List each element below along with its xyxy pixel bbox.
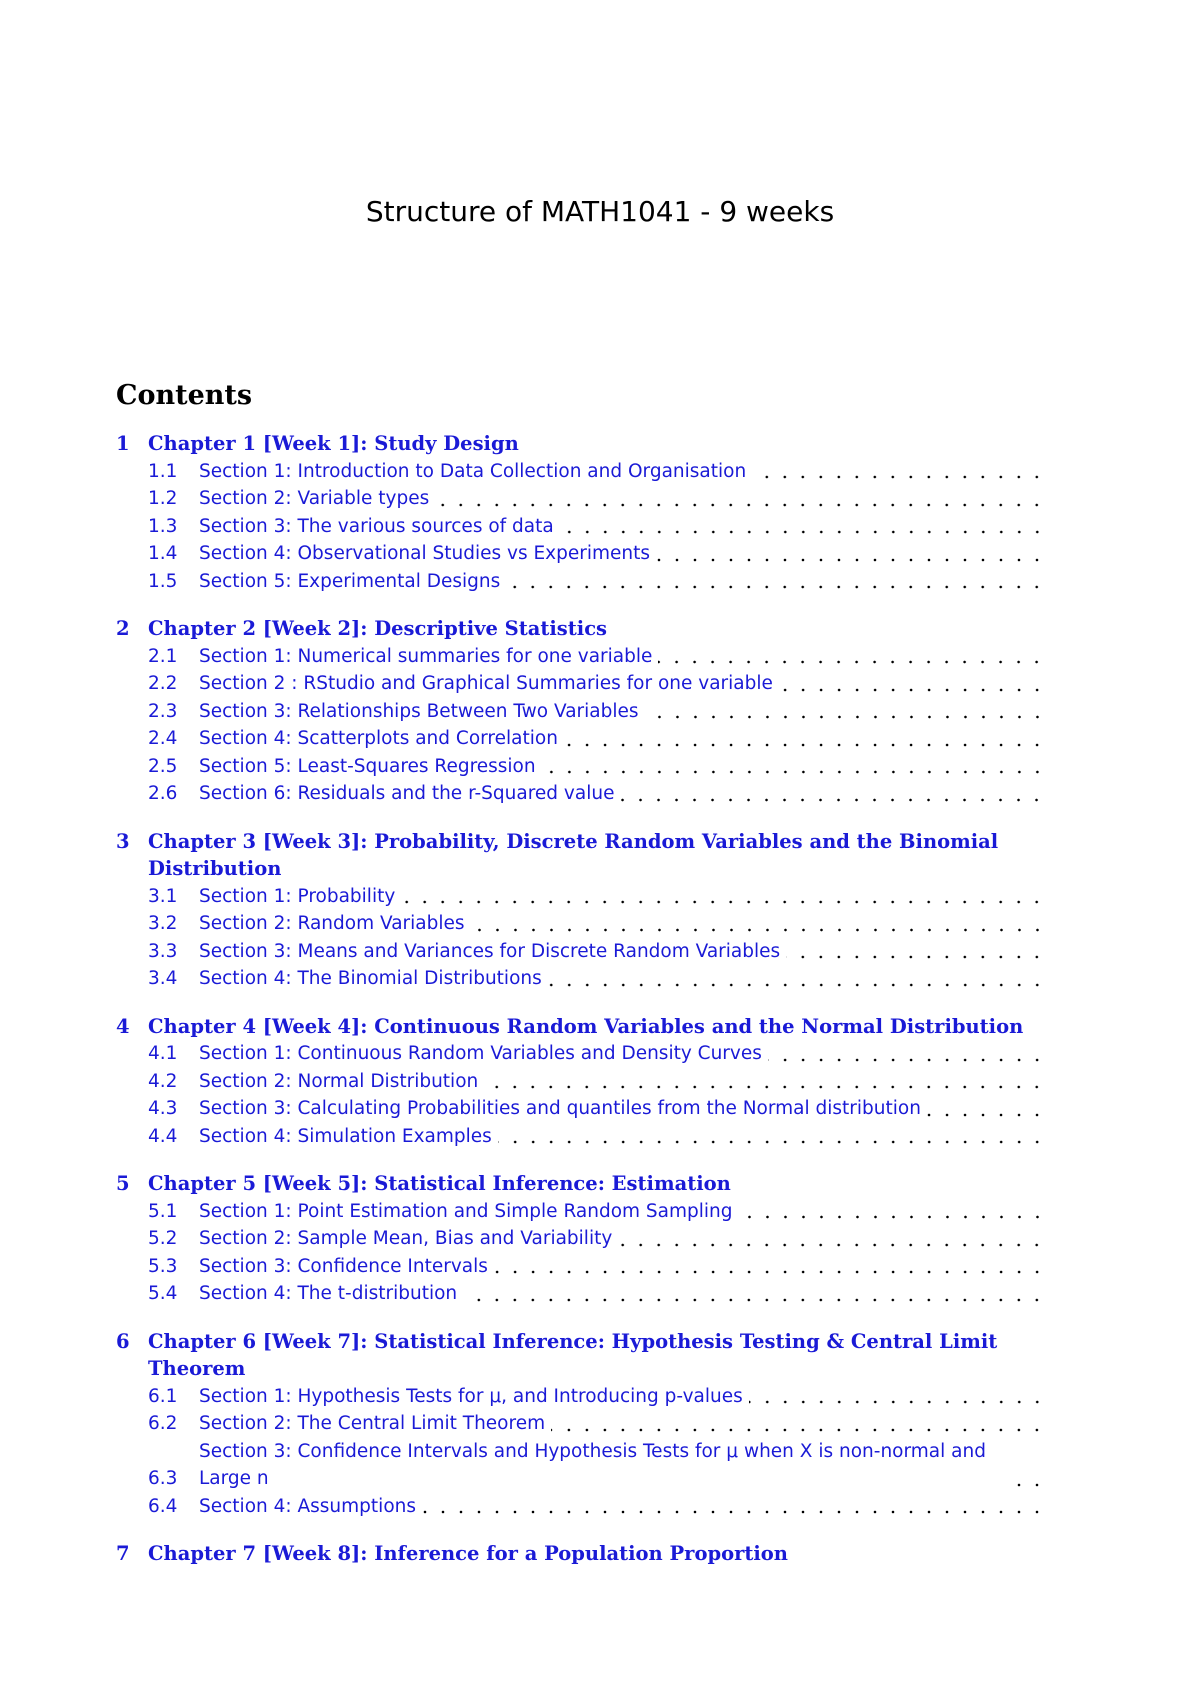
dot-leader: [620, 780, 1046, 808]
section-number: 2.5: [148, 755, 178, 777]
section-title: Section 3: Relationships Between Two Variables: [199, 700, 639, 722]
section-title: Section 2: The Central Limit Theorem: [199, 1413, 546, 1434]
section-title: Section 2 : RStudio and Graphical Summaries for one variable: [199, 673, 773, 694]
chapter-number: 7: [116, 1542, 130, 1565]
section-title: Section 3: Calculating Probabilities and quantiles from the Normal distribution: [199, 1098, 921, 1119]
chapter-number: 2: [116, 617, 130, 640]
dot-leader: [548, 965, 1046, 993]
chapter-number: 3: [116, 829, 130, 853]
chapter-title: Chapter 4 [Week 4]: Continuous Random Variables and the Normal Distribution: [148, 1014, 1024, 1038]
toc-chapter-link[interactable]: [116, 1013, 1046, 1041]
dot-leader: [749, 1383, 1046, 1411]
table-of-contents: [116, 430, 1046, 1588]
section-title: Section 1: Numerical summaries for one variable: [199, 645, 653, 667]
section-title: Section 3: Confidence Intervals and Hypothesis Tests for μ when X is non-normal and Large n: [199, 1440, 986, 1489]
dot-leader: [560, 513, 1046, 541]
section-number: 4.2: [148, 1070, 178, 1092]
section-number: 1.1: [148, 460, 178, 482]
section-number: 3.4: [148, 968, 178, 989]
toc-chapter: [116, 1540, 1046, 1568]
dot-leader: [506, 568, 1046, 596]
section-number: 1.3: [148, 515, 178, 537]
toc-section-link[interactable]: [116, 485, 1046, 513]
dot-leader: [435, 485, 1046, 513]
section-number: 6.2: [148, 1413, 178, 1434]
section-number: 3.1: [148, 885, 178, 907]
toc-section-link[interactable]: [116, 780, 1046, 808]
section-number: 5.3: [148, 1255, 178, 1277]
section-number: 2.6: [148, 783, 178, 804]
toc-section-link[interactable]: [116, 513, 1046, 541]
dot-leader: [471, 910, 1046, 938]
dot-leader: [618, 1225, 1046, 1253]
toc-section-link[interactable]: [116, 568, 1046, 596]
toc-chapter-link[interactable]: [116, 1170, 1046, 1198]
toc-chapter: [116, 1328, 1046, 1521]
dot-leader: [645, 698, 1046, 726]
dot-leader: [656, 540, 1046, 568]
toc-chapter-link[interactable]: [116, 828, 1046, 883]
section-title: Section 4: Scatterplots and Correlation: [199, 728, 558, 749]
section-number: 2.4: [148, 728, 178, 749]
chapter-title: Chapter 5 [Week 5]: Statistical Inference: Estimation: [148, 1172, 731, 1195]
toc-chapter: [116, 1013, 1046, 1151]
section-number: 5.4: [148, 1283, 178, 1304]
chapter-title: Chapter 2 [Week 2]: Descriptive Statistics: [148, 617, 608, 640]
toc-chapter: [116, 430, 1046, 595]
dot-leader: [564, 725, 1046, 753]
section-number: 1.4: [148, 543, 178, 564]
toc-section-link[interactable]: [116, 753, 1046, 781]
section-title: Section 2: Normal Distribution: [199, 1070, 479, 1092]
toc-section-link[interactable]: [116, 1438, 1046, 1493]
section-number: 5.1: [148, 1200, 178, 1222]
dot-leader: [1016, 1465, 1046, 1493]
section-number: 2.1: [148, 645, 178, 667]
toc-section-link[interactable]: [116, 1123, 1046, 1151]
dot-leader: [498, 1123, 1046, 1151]
section-number: 2.2: [148, 673, 178, 694]
section-title: Section 6: Residuals and the r-Squared value: [199, 783, 615, 804]
chapter-number: 4: [116, 1014, 130, 1038]
section-title: Section 1: Probability: [199, 885, 396, 907]
dot-leader: [658, 643, 1046, 671]
section-title: Section 1: Continuous Random Variables and Density Curves: [199, 1043, 762, 1064]
toc-chapter-link[interactable]: [116, 430, 1046, 458]
toc-section-link[interactable]: [116, 540, 1046, 568]
toc-chapter-link[interactable]: [116, 615, 1046, 643]
toc-section-link[interactable]: [116, 670, 1046, 698]
toc-chapter-link[interactable]: [116, 1540, 1046, 1568]
section-number: 6.3: [148, 1468, 178, 1489]
dot-leader: [463, 1280, 1046, 1308]
toc-section-link[interactable]: [116, 1225, 1046, 1253]
section-title: Section 5: Least-Squares Regression: [199, 755, 536, 777]
document-title: Structure of MATH1041 - 9 weeks: [365, 195, 835, 228]
section-title: Section 3: The various sources of data: [199, 515, 554, 537]
toc-section-link[interactable]: [116, 883, 1046, 911]
dot-leader: [752, 458, 1046, 486]
toc-section-link[interactable]: [116, 938, 1046, 966]
toc-section-link[interactable]: [116, 1253, 1046, 1281]
chapter-title: Chapter 7 [Week 8]: Inference for a Population Proportion: [148, 1542, 788, 1565]
section-title: Section 1: Introduction to Data Collection and Organisation: [199, 460, 747, 482]
toc-chapter: [116, 615, 1046, 808]
section-title: Section 3: Means and Variances for Discrete Random Variables: [199, 940, 781, 962]
toc-section-link[interactable]: [116, 698, 1046, 726]
section-number: 4.1: [148, 1043, 178, 1064]
toc-section-link[interactable]: [116, 1410, 1046, 1438]
section-number: 6.4: [148, 1495, 178, 1517]
toc-section-link[interactable]: [116, 1068, 1046, 1096]
dot-leader: [401, 883, 1046, 911]
section-number: 1.5: [148, 570, 178, 592]
section-title: Section 3: Confidence Intervals: [199, 1255, 488, 1277]
chapter-title: Chapter 6 [Week 7]: Statistical Inference: Hypothesis Testing & Central Limit Theorem: [148, 1329, 998, 1380]
toc-section-link[interactable]: [116, 965, 1046, 993]
section-title: Section 4: Observational Studies vs Experiments: [199, 543, 651, 564]
toc-section-link[interactable]: [116, 643, 1046, 671]
toc-chapter: [116, 828, 1046, 993]
section-number: 5.2: [148, 1228, 178, 1249]
chapter-number: 5: [116, 1172, 130, 1195]
section-title: Section 4: Assumptions: [199, 1495, 416, 1517]
section-title: Section 1: Point Estimation and Simple Random Sampling: [199, 1200, 733, 1222]
toc-section-link[interactable]: [116, 458, 1046, 486]
contents-heading: Contents: [116, 380, 253, 411]
dot-leader: [484, 1068, 1046, 1096]
dot-leader: [494, 1253, 1046, 1281]
section-number: 4.3: [148, 1098, 178, 1119]
section-title: Section 4: The Binomial Distributions: [199, 968, 542, 989]
toc-section-link[interactable]: [116, 1383, 1046, 1411]
section-title: Section 2: Sample Mean, Bias and Variability: [199, 1228, 613, 1249]
section-number: 2.3: [148, 700, 178, 722]
dot-leader: [786, 938, 1046, 966]
toc-section-link[interactable]: [116, 1095, 1046, 1123]
toc-chapter: [116, 1170, 1046, 1308]
section-title: Section 5: Experimental Designs: [199, 570, 501, 592]
toc-section-link[interactable]: [116, 1040, 1046, 1068]
section-title: Section 2: Random Variables: [199, 913, 465, 934]
section-number: 3.2: [148, 913, 178, 934]
section-number: 1.2: [148, 488, 178, 509]
toc-section-link[interactable]: [116, 1280, 1046, 1308]
dot-leader: [768, 1040, 1046, 1068]
toc-section-link[interactable]: [116, 910, 1046, 938]
toc-chapter-link[interactable]: [116, 1328, 1046, 1383]
toc-section-link[interactable]: [116, 725, 1046, 753]
section-title: Section 2: Variable types: [199, 488, 430, 509]
section-number: 4.4: [148, 1125, 178, 1147]
section-number: 6.1: [148, 1385, 178, 1407]
dot-leader: [739, 1198, 1046, 1226]
section-title: Section 4: Simulation Examples: [199, 1125, 492, 1147]
toc-section-link[interactable]: [116, 1198, 1046, 1226]
section-title: Section 1: Hypothesis Tests for μ, and Introducing p-values: [199, 1385, 743, 1407]
chapter-title: Chapter 1 [Week 1]: Study Design: [148, 432, 519, 455]
chapter-number: 1: [116, 432, 130, 455]
dot-leader: [542, 753, 1046, 781]
chapter-number: 6: [116, 1329, 130, 1353]
chapter-title: Chapter 3 [Week 3]: Probability, Discrete Random Variables and the Binomial Distribution: [148, 829, 999, 880]
dot-leader: [422, 1493, 1046, 1521]
dot-leader: [551, 1410, 1046, 1438]
section-title: Section 4: The t-distribution: [199, 1283, 458, 1304]
dot-leader: [779, 670, 1046, 698]
dot-leader: [927, 1095, 1046, 1123]
section-number: 3.3: [148, 940, 178, 962]
toc-section-link[interactable]: [116, 1493, 1046, 1521]
